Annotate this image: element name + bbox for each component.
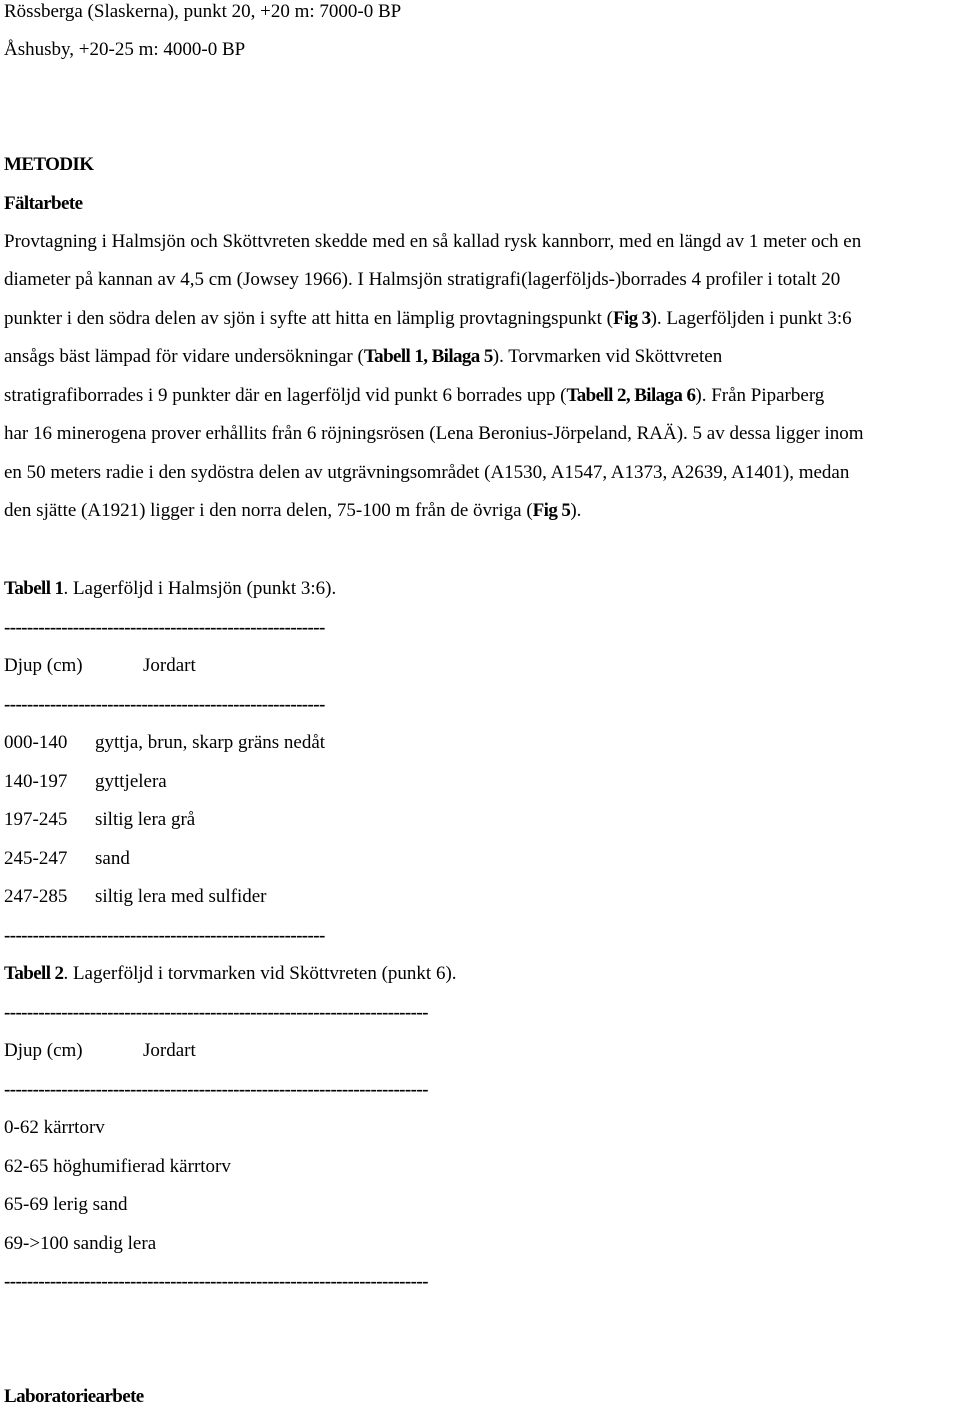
column-header-soil: Jordart xyxy=(143,1040,196,1061)
soil-cell: sand xyxy=(95,848,130,869)
soil-cell: gyttja, brun, skarp gräns nedåt xyxy=(95,732,326,753)
table-rule: -------------------------------------------------------------------------- xyxy=(4,1079,428,1100)
subheading-laboratoriearbete: Laboratoriearbete xyxy=(4,1386,144,1407)
table-caption xyxy=(4,577,336,601)
figure-reference: Fig 3 xyxy=(612,308,651,329)
subheading-faltarbete: Fältarbete xyxy=(4,193,83,214)
text-run: ). xyxy=(570,500,582,521)
table-caption-text: . Lagerföljd i torvmarken vid Sköttvreten (punkt 6). xyxy=(63,963,457,984)
text-run: ansågs bäst lämpad för vidare undersökningar ( xyxy=(4,346,364,367)
paragraph-line xyxy=(4,307,852,331)
table-row xyxy=(4,885,267,909)
column-header-soil: Jordart xyxy=(143,655,196,676)
intro-line-2: Åshusby, +20-25 m: 4000-0 BP xyxy=(4,39,246,60)
column-header-depth: Djup (cm) xyxy=(4,655,83,676)
section-heading-metodik: METODIK xyxy=(4,154,94,175)
paragraph-line: Provtagning i Halmsjön och Sköttvreten skedde med en så kallad rysk kannborr, med en längd av 1 meter och en xyxy=(4,231,862,252)
table-reference: Tabell 1, Bilaga 5 xyxy=(363,346,493,367)
table-row: 0-62 kärrtorv xyxy=(4,1117,105,1138)
paragraph-line xyxy=(4,345,722,369)
table-label: Tabell 1 xyxy=(4,578,64,599)
table-caption-text: . Lagerföljd i Halmsjön (punkt 3:6). xyxy=(63,578,337,599)
table-row: 69->100 sandig lera xyxy=(4,1233,157,1254)
table-row xyxy=(4,770,167,794)
table-row: 62-65 höghumifierad kärrtorv xyxy=(4,1156,231,1177)
text-run: ). Från Piparberg xyxy=(695,385,825,406)
depth-cell: 000-140 xyxy=(4,732,68,753)
text-run: punkter i den södra delen av sjön i syfte att hitta en lämplig provtagningspunkt ( xyxy=(4,308,613,329)
table-rule: -------------------------------------------------------- xyxy=(4,925,325,946)
table-caption xyxy=(4,962,457,986)
table-rule: -------------------------------------------------------- xyxy=(4,617,325,638)
depth-cell: 197-245 xyxy=(4,809,68,830)
text-run: den sjätte (A1921) ligger i den norra delen, 75-100 m från de övriga ( xyxy=(4,500,533,521)
text-run: ). Torvmarken vid Sköttvreten xyxy=(492,346,723,367)
text-run: ). Lagerföljden i punkt 3:6 xyxy=(650,308,852,329)
column-header-depth: Djup (cm) xyxy=(4,1040,83,1061)
paragraph-line xyxy=(4,384,824,408)
table-header xyxy=(4,654,196,678)
table-label: Tabell 2 xyxy=(4,963,64,984)
table-rule: -------------------------------------------------------------------------- xyxy=(4,1271,428,1292)
intro-line-1: Rössberga (Slaskerna), punkt 20, +20 m: 7000-0 BP xyxy=(4,1,402,22)
table-row xyxy=(4,847,130,871)
table-rule: -------------------------------------------------------- xyxy=(4,694,325,715)
paragraph-line: diameter på kannan av 4,5 cm (Jowsey 1966). I Halmsjön stratigrafi(lagerföljds-)borrades 4 profiler i totalt 20 xyxy=(4,269,841,290)
depth-cell: 140-197 xyxy=(4,771,68,792)
depth-cell: 245-247 xyxy=(4,848,68,869)
depth-cell: 247-285 xyxy=(4,886,68,907)
figure-reference: Fig 5 xyxy=(532,500,571,521)
table-header xyxy=(4,1039,196,1063)
soil-cell: siltig lera med sulfider xyxy=(95,886,267,907)
table-row xyxy=(4,731,326,755)
soil-cell: siltig lera grå xyxy=(95,809,196,830)
text-run: stratigrafiborrades i 9 punkter där en lagerföljd vid punkt 6 borrades upp ( xyxy=(4,385,567,406)
table-reference: Tabell 2, Bilaga 6 xyxy=(566,385,696,406)
table-row: 65-69 lerig sand xyxy=(4,1194,128,1215)
table-row xyxy=(4,808,196,832)
soil-cell: gyttjelera xyxy=(95,771,167,792)
paragraph-line: har 16 minerogena prover erhållits från 6 röjningsrösen (Lena Beronius-Jörpeland, RAÄ). 5 av dessa ligger inom xyxy=(4,423,864,444)
table-rule: -------------------------------------------------------------------------- xyxy=(4,1002,428,1023)
paragraph-line: en 50 meters radie i den sydöstra delen av utgrävningsområdet (A1530, A1547, A1373, A2639, A1401), medan xyxy=(4,462,850,483)
paragraph-line xyxy=(4,499,581,523)
